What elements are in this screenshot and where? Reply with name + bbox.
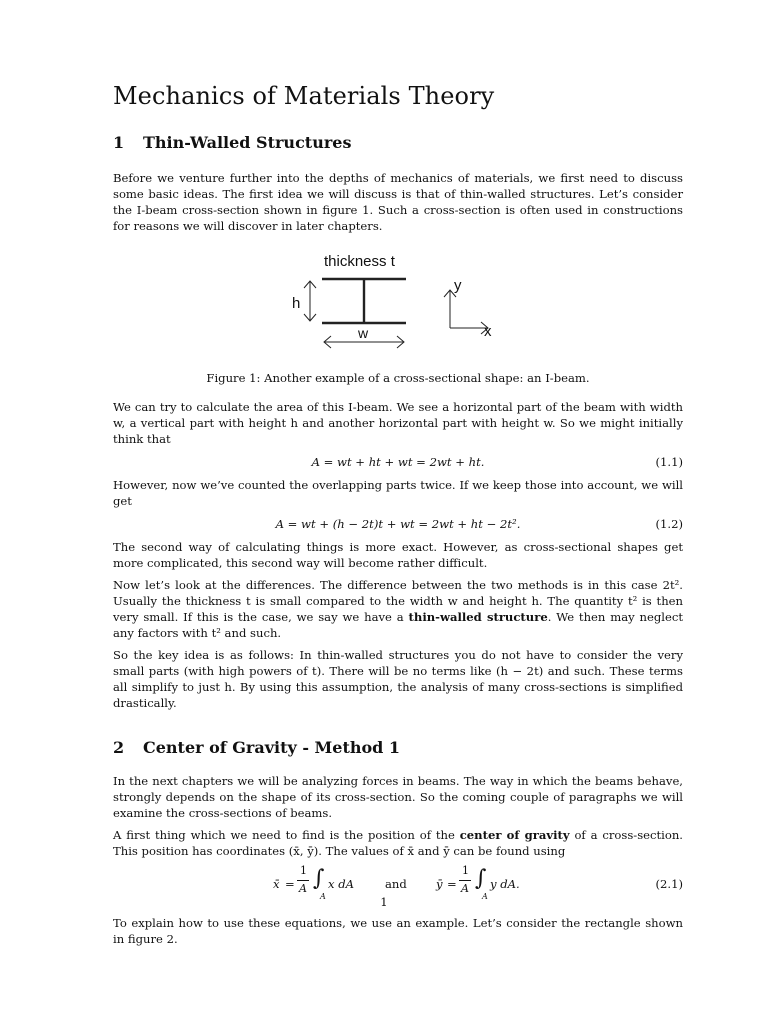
figure-caption: Figure 1: Another example of a cross-sectional shape: an I-beam. [206, 371, 590, 385]
section-title: Thin-Walled Structures [143, 133, 352, 152]
section-heading-2 [113, 737, 683, 759]
denominator: A [461, 882, 469, 895]
text-run: of a cross-section. This position has coordinates (x̄, ȳ). The values of x̄ and ȳ can be found using [113, 828, 683, 858]
equation-number: (2.1) [655, 877, 683, 891]
page-number: 1 [380, 895, 388, 909]
paragraph: The second way of calculating things is more exact. However, as cross-sectional shapes get more complicated, this second way will become rather difficult. [113, 540, 683, 570]
denominator: A [299, 882, 307, 895]
document-title: Mechanics of Materials Theory [113, 82, 495, 110]
equation-body: A = wt + ht + wt = 2wt + ht. [311, 455, 485, 469]
bold-term: center of gravity [459, 828, 570, 842]
page-content [113, 80, 683, 947]
section-number: 2 [113, 738, 125, 757]
paragraph: In the next chapters we will be analyzing forces in beams. The way in which the beams behave, strongly depends on the shape of its cross-section. So the coming couple of paragraphs we will examine the cross-sections of beams. [113, 774, 683, 820]
and-word: and [385, 877, 407, 891]
equation-1-2 [113, 515, 683, 533]
numerator: 1 [300, 864, 307, 877]
ibeam-diagram [288, 246, 528, 356]
paragraph [113, 827, 683, 859]
figure-ibeam [113, 246, 683, 356]
integral-subscript: A [482, 892, 488, 901]
h-label: h [292, 295, 301, 312]
integrand: y dA. [490, 877, 520, 891]
text-run: . We then may neglect any factors with t² and such. [113, 610, 683, 640]
integral-sign: ∫ [475, 866, 487, 891]
paragraph: However, now we’ve counted the overlapping parts twice. If we keep those into account, we will get [113, 478, 683, 508]
section-heading-1 [113, 132, 683, 154]
paragraph [113, 577, 683, 641]
integral-subscript: A [320, 892, 326, 901]
paragraph: We can try to calculate the area of this I-beam. We see a horizontal part of the beam with width w, a vertical part with height h and another horizontal part with height w. So we might initially think that [113, 400, 683, 446]
w-label: w [358, 325, 369, 341]
equals-sign: = [447, 877, 457, 891]
equation-number: (1.1) [655, 455, 683, 469]
equals-sign: = [285, 877, 295, 891]
paragraph: Before we venture further into the depths of mechanics of materials, we first need to discuss some basic ideas. The first idea we will discuss is that of thin-walled structures. Let’s consider the I-beam cross-section shown in figure 1. Such a cross-section is often used in constructions for reasons we will discover in later chapters. [113, 171, 683, 233]
y-axis-label: y [454, 277, 462, 294]
x-axis-label: x [484, 323, 492, 340]
paragraph: To explain how to use these equations, we use an example. Let’s consider the rectangle shown in figure 2. [113, 916, 683, 946]
text-run: Now let’s look at the differences. The difference between the two methods is in this case 2t². Usually the thickness t is small compared to the width w and height h. The quantity t² is then very small. If this is the case, we say we have a [113, 578, 683, 624]
numerator: 1 [462, 864, 469, 877]
equation-number: (1.2) [655, 517, 683, 531]
thickness-label: thickness t [324, 253, 395, 270]
fraction-bar [459, 880, 471, 881]
section-title: Center of Gravity - Method 1 [143, 738, 401, 757]
integral-sign: ∫ [313, 866, 325, 891]
equation-body: A = wt + (h − 2t)t + wt = 2wt + ht − 2t². [275, 517, 521, 531]
xbar-symbol: x̄ [273, 877, 280, 891]
text-run: A first thing which we need to find is the position of the [113, 828, 460, 842]
fraction-bar [297, 880, 309, 881]
equation-1-1 [113, 453, 683, 471]
integrand: x dA [328, 877, 355, 891]
section-number: 1 [113, 133, 125, 152]
bold-term: thin-walled structure [408, 610, 548, 624]
ybar-symbol: ȳ [436, 877, 443, 891]
paragraph: So the key idea is as follows: In thin-walled structures you do not have to consider the very small parts (with high powers of t). There will be no terms like (h − 2t) and such. These terms all simplify to just h. By using this assumption, the analysis of many cross-sections is simplified drastically. [113, 648, 683, 710]
